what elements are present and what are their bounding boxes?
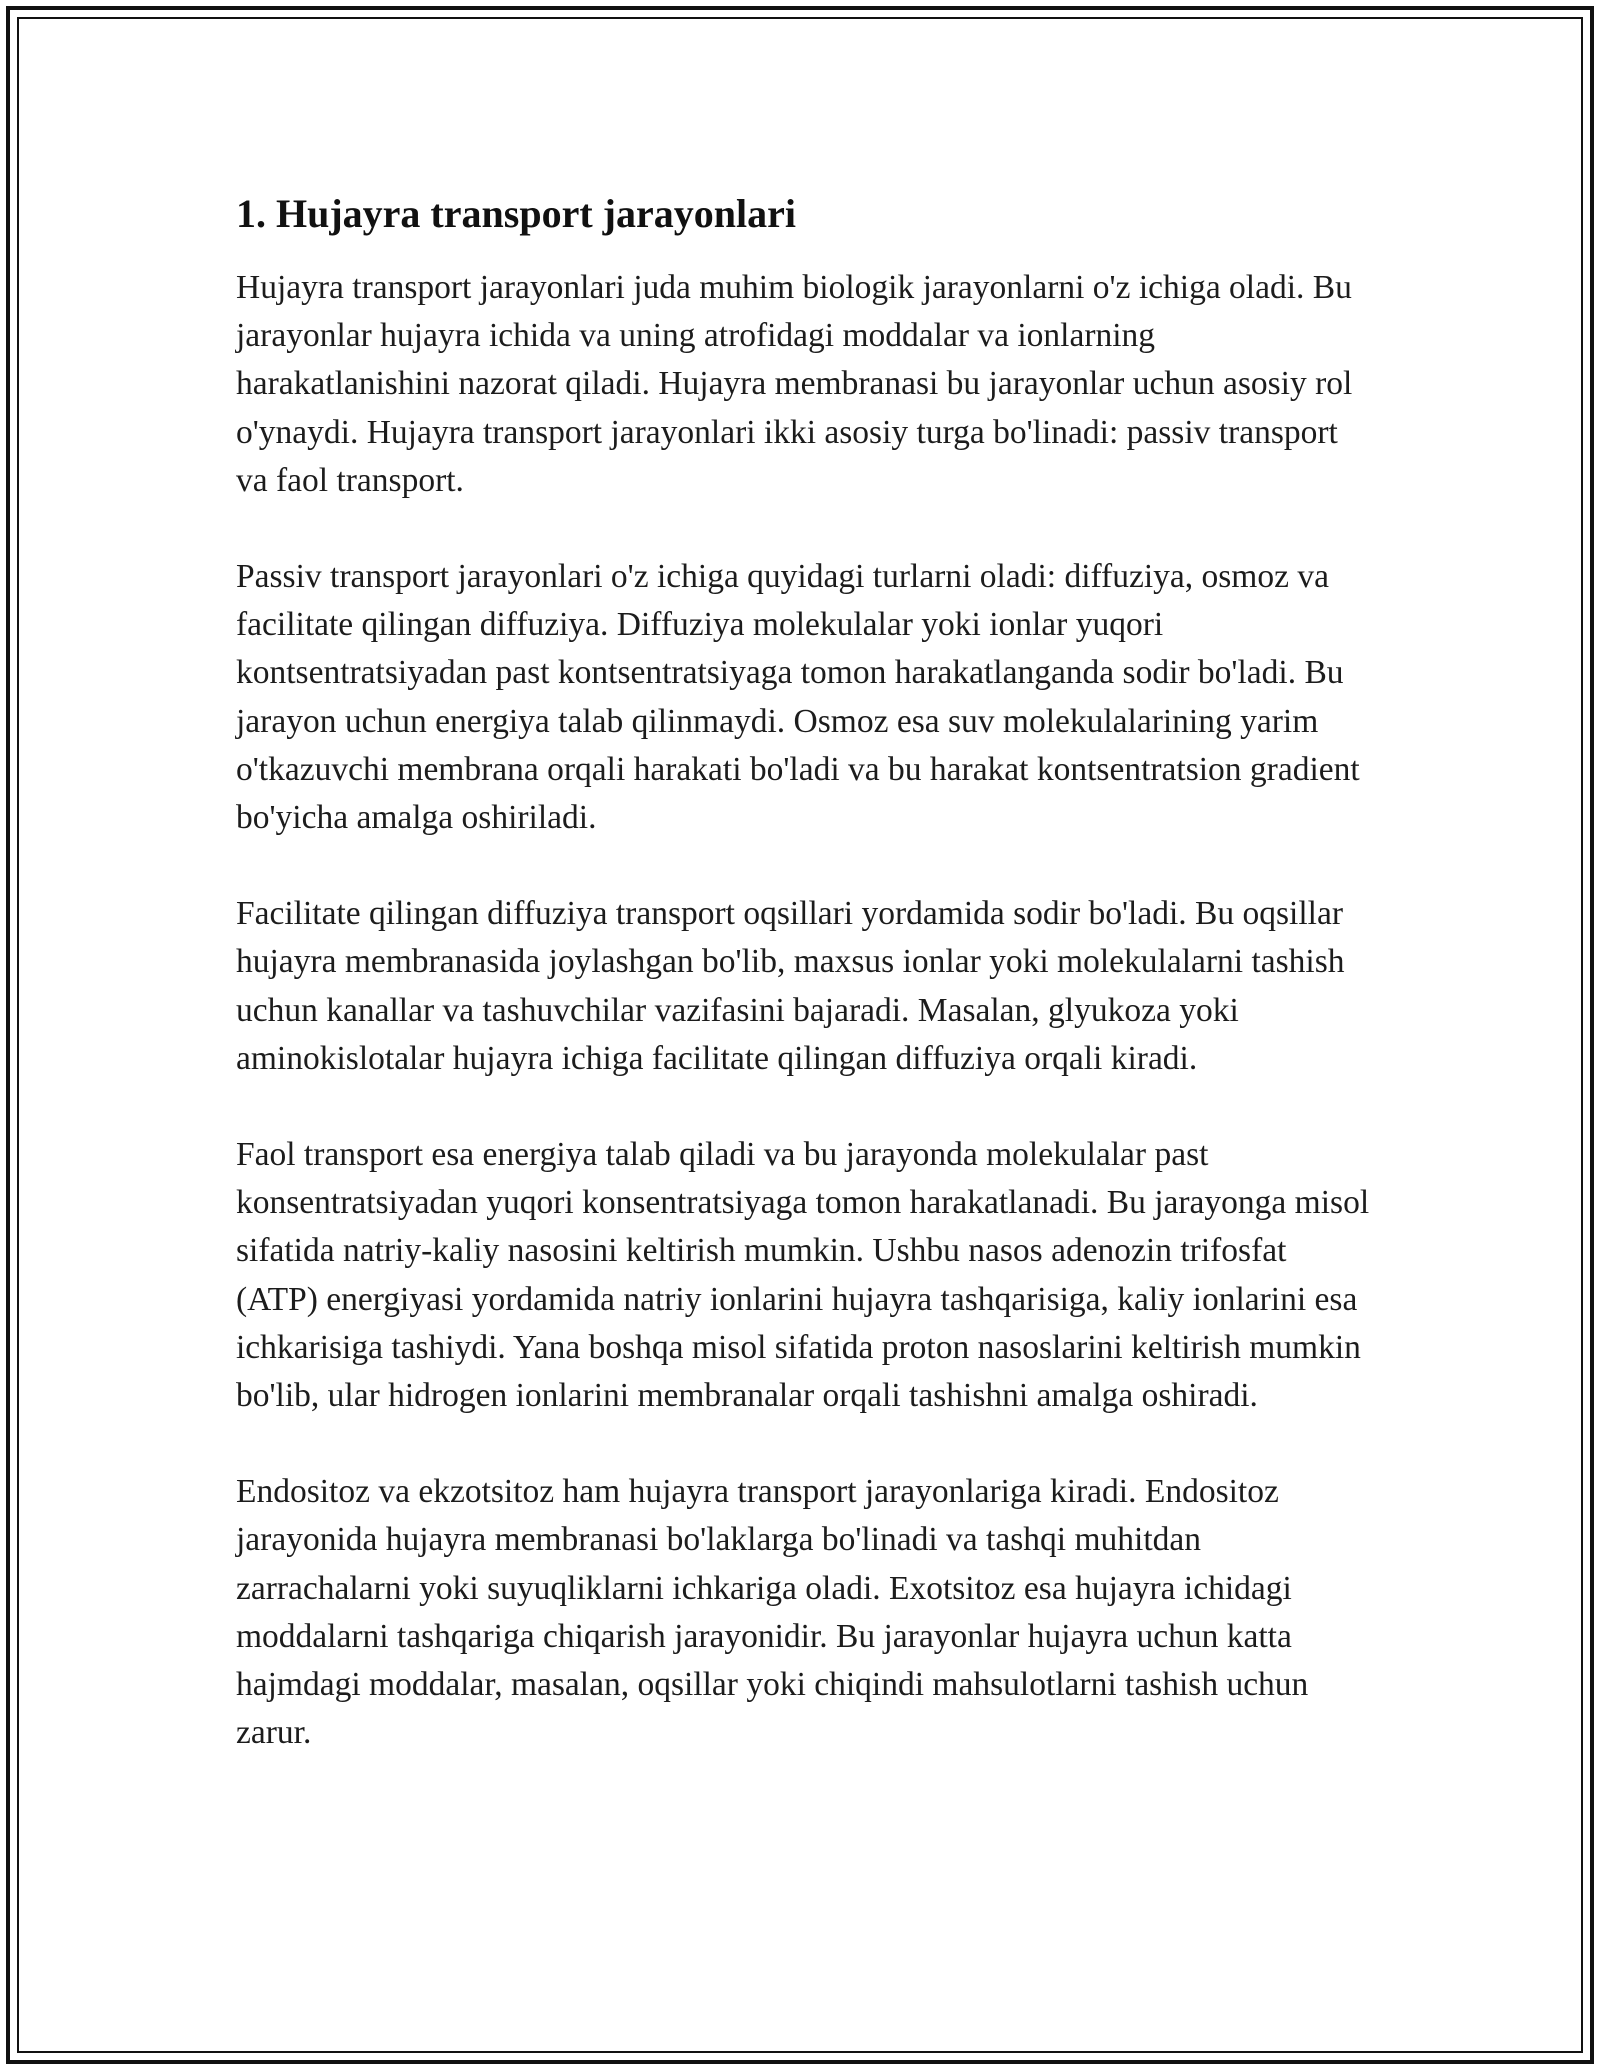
- paragraph-endocytosis-exocytosis: Endositoz va ekzotsitoz ham hujayra transport jarayonlariga kiradi. Endositoz jarayonida hujayra membranasi bo'laklarga bo'linadi va tashqi muhitdan zarrachalarni yoki suyuqliklarni ichkariga oladi. Exotsitoz esa hujayra ichidagi moddalarni tashqariga chiqarish jarayonidir. Bu jarayonlar hujayra uchun katta hajmdagi moddalar, masalan, oqsillar yoki chiqindi mahsulotlarni tashish uchun zarur.: [236, 1473, 1309, 1752]
- section-heading: 1. Hujayra transport jarayonlari: [236, 191, 796, 236]
- paragraph-active-transport: Faol transport esa energiya talab qiladi va bu jarayonda molekulalar past konsentratsiyadan yuqori konsentratsiyaga tomon harakatlanadi. Bu jarayonga misol sifatida natriy-kaliy nasosini keltirish mumkin. Ushbu nasos adenozin trifosfat (ATP) energiyasi yordamida natriy ionlarini hujayra tashqarisiga, kaliy ionlarini esa ichkarisiga tashiydi. Yana boshqa misol sifatida proton nasoslarini keltirish mumkin bo'lib, ular hidrogen ionlarini membranalar orqali tashishni amalga oshiradi.: [236, 1136, 1370, 1415]
- paragraph-passive-transport: Passiv transport jarayonlari o'z ichiga quyidagi turlarni oladi: diffuziya, osmoz va facilitate qilingan diffuziya. Diffuziya molekulalar yoki ionlar yuqori kontsentratsiyadan past kontsentratsiyaga tomon harakatlanganda sodir bo'ladi. Bu jarayon uchun energiya talab qilinmaydi. Osmoz esa suv molekulalarining yarim o'tkazuvchi membrana orqali harakati bo'ladi va bu harakat kontsentratsion gradient bo'yicha amalga oshiriladi.: [236, 558, 1360, 837]
- paragraph-intro: Hujayra transport jarayonlari juda muhim biologik jarayonlarni o'z ichiga oladi. Bu jarayonlar hujayra ichida va uning atrofidagi moddalar va ionlarning harakatlanishini nazorat qiladi. Hujayra membranasi bu jarayonlar uchun asosiy rol o'ynaydi. Hujayra transport jarayonlari ikki asosiy turga bo'linadi: passiv transport va faol transport.: [236, 269, 1353, 499]
- document-body: [236, 186, 1376, 1805]
- paragraph-facilitated-diffusion: Facilitate qilingan diffuziya transport oqsillari yordamida sodir bo'ladi. Bu oqsillar hujayra membranasida joylashgan bo'lib, maxsus ionlar yoki molekulalarni tashish uchun kanallar va tashuvchilar vazifasini bajaradi. Masalan, glyukoza yoki aminokislotalar hujayra ichiga facilitate qilingan diffuziya orqali kiradi.: [236, 895, 1345, 1077]
